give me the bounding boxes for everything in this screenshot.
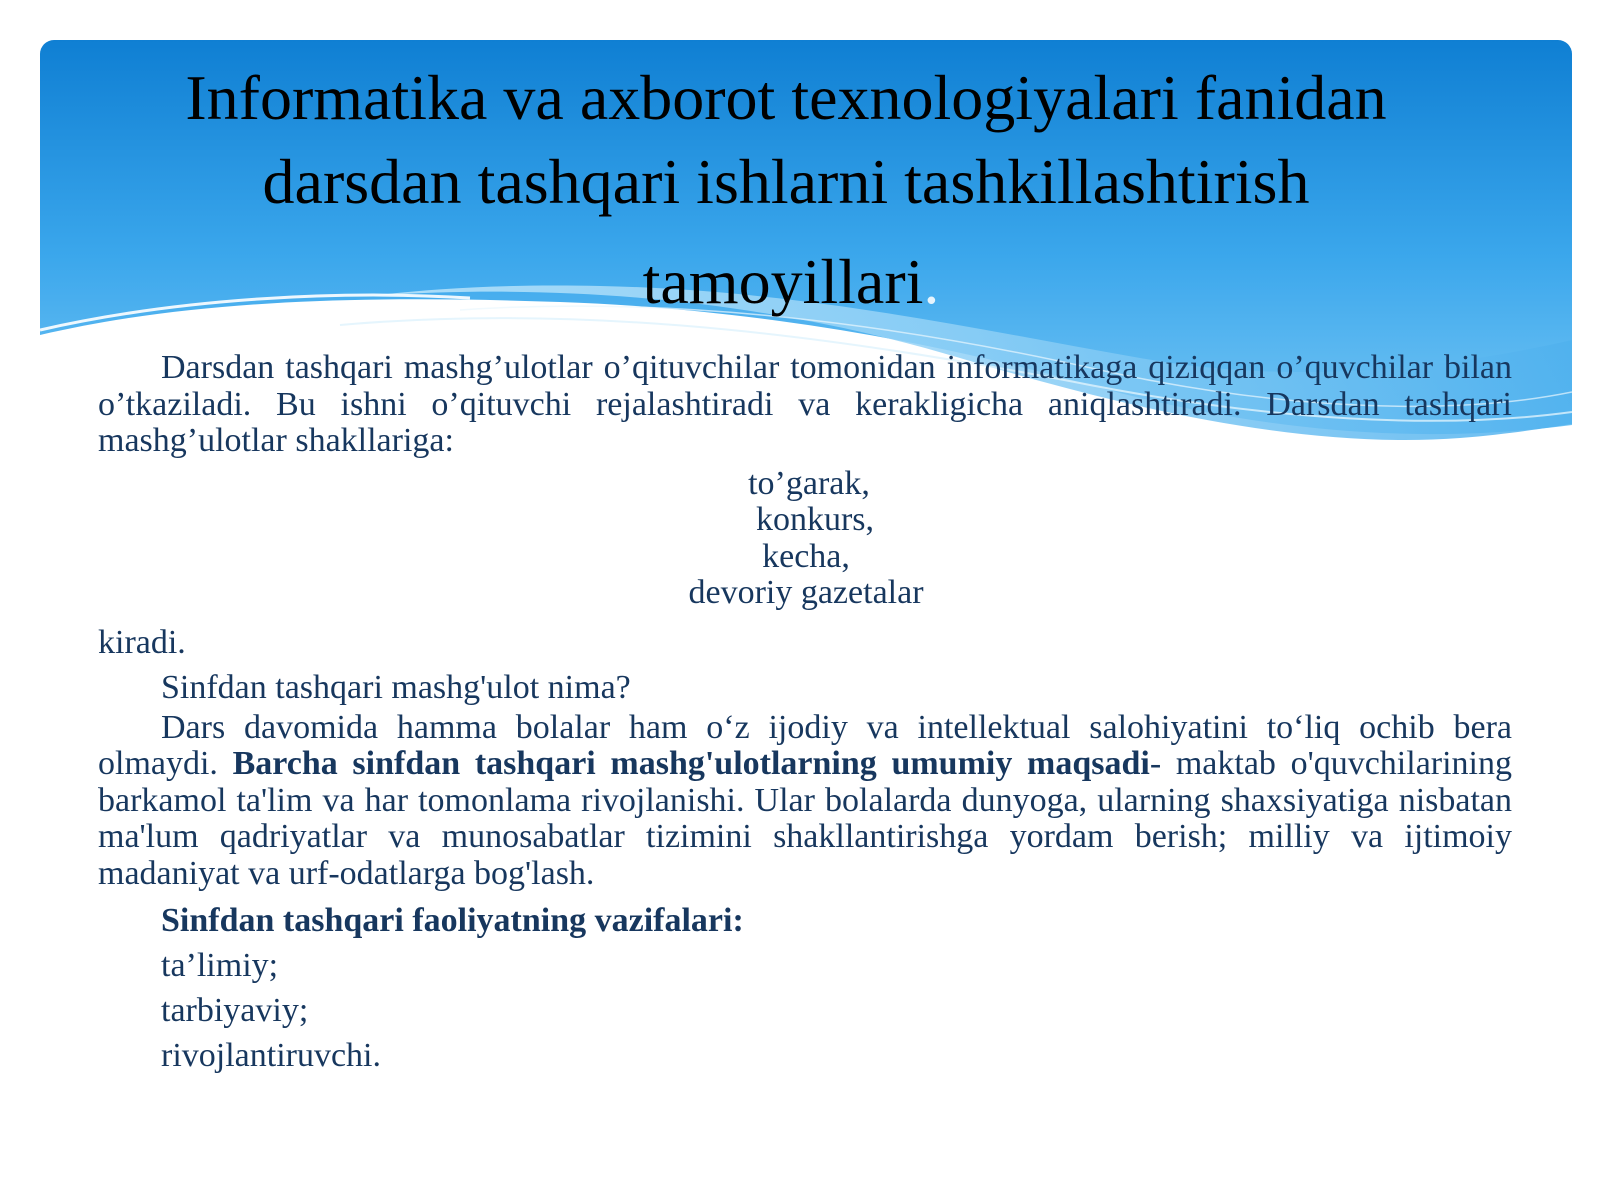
tasks-heading: Sinfdan tashqari faoliyatning vazifalari: bbox=[161, 902, 744, 939]
goal-paragraph-bold: Barcha sinfdan tashqari mashg'ulotlarning umumiy maqsadi bbox=[232, 745, 1150, 782]
task-item: ta’limiy; bbox=[161, 947, 279, 984]
forms-list-item: kecha, bbox=[762, 537, 850, 575]
forms-list-item: konkurs, bbox=[755, 501, 875, 538]
task-item: tarbiyaviy; bbox=[161, 992, 309, 1029]
title-line-2: darsdan tashqari ishlarni tashkillashtirish bbox=[262, 146, 1310, 217]
question-text: Sinfdan tashqari mashg'ulot nima? bbox=[161, 668, 631, 706]
forms-list bbox=[98, 466, 1512, 612]
forms-end-text: kiradi. bbox=[98, 623, 186, 661]
intro-paragraph: Darsdan tashqari mashg’ulotlar o’qituvchilar tomonidan informatikaga qiziqqan o’quvchilar bilan o’tkaziladi. Bu ishni o’qituvchi rejalashtiradi va kerakligicha aniqlashtiradi. Darsdan tashqari mashg’ulotlar shakllariga: bbox=[98, 349, 1512, 459]
title-line-3 bbox=[40, 240, 1572, 324]
slide-body bbox=[98, 350, 1512, 1078]
title-line-3-text: tamoyillari bbox=[642, 246, 924, 317]
goal-paragraph bbox=[98, 710, 1512, 893]
title-dot: . bbox=[923, 246, 940, 317]
slide-title bbox=[40, 56, 1572, 324]
goal-paragraph-start: Dars davomida hamma bolalar ham o‘z ijodiy va intellektual salohiyatini to‘liq ochib bera olmaydi. bbox=[98, 708, 1512, 782]
title-line-1: Informatika va axborot texnologiyalari fanidan bbox=[185, 62, 1387, 133]
forms-list-item: to’garak, bbox=[748, 464, 870, 502]
forms-list-item: devoriy gazetalar bbox=[688, 574, 924, 611]
task-item: rivojlantiruvchi. bbox=[161, 1037, 382, 1074]
goal-paragraph-end: - maktab o'quvchilarining barkamol ta'lim va har tomonlama rivojlanishi. Ular bolalarda dunyoga, ularning shaxsiyatiga nisbatan ma'lum qadriyatlar va munosabatlar tizimini shakllantirishga yordam berish; milliy va ijtimoiy madaniyat va urf-odatlarga bog'lash. bbox=[98, 745, 1513, 892]
